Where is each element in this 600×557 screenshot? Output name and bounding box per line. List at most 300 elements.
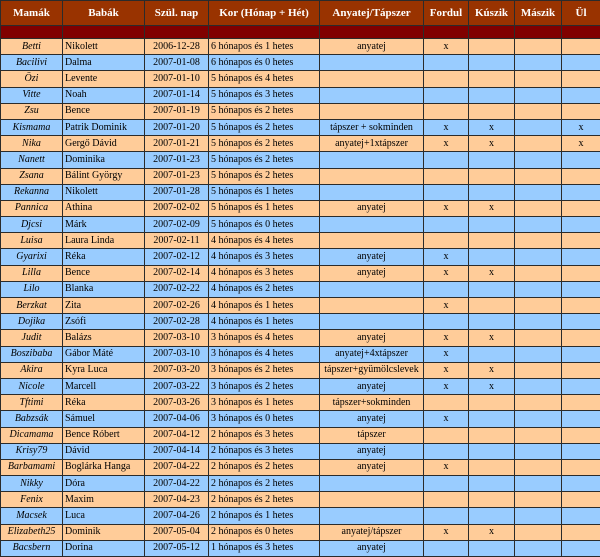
- mother-name-cell: Lilo: [1, 281, 63, 297]
- mother-name-cell: Macsek: [1, 508, 63, 524]
- age-cell: 4 hónapos és 1 hetes: [209, 314, 320, 330]
- feeding-cell: anyatej: [320, 411, 424, 427]
- maszik-mark-cell: [515, 87, 562, 103]
- fordul-mark-cell: x: [424, 346, 469, 362]
- maszik-mark-cell: [515, 168, 562, 184]
- age-cell: 3 hónapos és 4 hetes: [209, 346, 320, 362]
- mother-name-cell: Betti: [1, 39, 63, 55]
- fordul-mark-cell: [424, 233, 469, 249]
- fordul-mark-cell: x: [424, 39, 469, 55]
- kuszik-mark-cell: x: [469, 378, 515, 394]
- baby-name-cell: Zsófi: [63, 314, 145, 330]
- kuszik-mark-cell: [469, 476, 515, 492]
- fordul-mark-cell: [424, 427, 469, 443]
- kuszik-mark-cell: [469, 249, 515, 265]
- baby-name-cell: Dorina: [63, 540, 145, 556]
- mother-name-cell: Zsu: [1, 103, 63, 119]
- table-row: [1, 443, 600, 459]
- fordul-mark-cell: x: [424, 298, 469, 314]
- feeding-cell: anyatej: [320, 330, 424, 346]
- table-row: [1, 524, 600, 540]
- kuszik-mark-cell: [469, 103, 515, 119]
- birth-date-cell: 2007-01-19: [145, 103, 209, 119]
- fordul-mark-cell: x: [424, 136, 469, 152]
- table-row: [1, 427, 600, 443]
- table-row: [1, 233, 600, 249]
- fordul-mark-cell: [424, 184, 469, 200]
- ul-mark-cell: [562, 184, 600, 200]
- mother-name-cell: Dojika: [1, 314, 63, 330]
- mother-name-cell: Nikky: [1, 476, 63, 492]
- age-cell: 4 hónapos és 2 hetes: [209, 281, 320, 297]
- kuszik-mark-cell: [469, 395, 515, 411]
- band-cell: [424, 26, 469, 39]
- maszik-mark-cell: [515, 184, 562, 200]
- fordul-mark-cell: [424, 476, 469, 492]
- kuszik-mark-cell: [469, 168, 515, 184]
- mother-name-cell: Gyarixi: [1, 249, 63, 265]
- mother-name-cell: Özi: [1, 71, 63, 87]
- header-kuszik: Kúszik: [469, 1, 515, 26]
- baby-name-cell: Blanka: [63, 281, 145, 297]
- fordul-mark-cell: x: [424, 378, 469, 394]
- mother-name-cell: Rekanna: [1, 184, 63, 200]
- ul-mark-cell: [562, 395, 600, 411]
- baby-name-cell: Marcell: [63, 378, 145, 394]
- maszik-mark-cell: [515, 314, 562, 330]
- kuszik-mark-cell: [469, 492, 515, 508]
- birth-date-cell: 2007-03-22: [145, 378, 209, 394]
- kuszik-mark-cell: x: [469, 330, 515, 346]
- kuszik-mark-cell: x: [469, 119, 515, 135]
- header-kor: Kor (Hónap + Hét): [209, 1, 320, 26]
- mother-name-cell: Tftimi: [1, 395, 63, 411]
- age-cell: 5 hónapos és 3 hetes: [209, 87, 320, 103]
- ul-mark-cell: [562, 524, 600, 540]
- birth-date-cell: 2007-02-26: [145, 298, 209, 314]
- kuszik-mark-cell: [469, 233, 515, 249]
- age-cell: 3 hónapos és 4 hetes: [209, 330, 320, 346]
- kuszik-mark-cell: [469, 217, 515, 233]
- mother-name-cell: Dicamama: [1, 427, 63, 443]
- fordul-mark-cell: x: [424, 330, 469, 346]
- feeding-cell: [320, 508, 424, 524]
- feeding-cell: [320, 298, 424, 314]
- ul-mark-cell: [562, 476, 600, 492]
- feeding-cell: [320, 152, 424, 168]
- feeding-cell: [320, 184, 424, 200]
- header-ul: Ül: [562, 1, 600, 26]
- maszik-mark-cell: [515, 119, 562, 135]
- fordul-mark-cell: [424, 314, 469, 330]
- feeding-cell: tápszer+gyümölcslevek: [320, 362, 424, 378]
- baby-name-cell: Réka: [63, 249, 145, 265]
- age-cell: 2 hónapos és 1 hetes: [209, 508, 320, 524]
- ul-mark-cell: [562, 233, 600, 249]
- table-row: [1, 346, 600, 362]
- table-row: [1, 55, 600, 71]
- kuszik-mark-cell: [469, 152, 515, 168]
- table-row: [1, 217, 600, 233]
- birth-date-cell: 2007-03-26: [145, 395, 209, 411]
- ul-mark-cell: [562, 71, 600, 87]
- age-cell: 2 hónapos és 3 hetes: [209, 443, 320, 459]
- table-row: [1, 119, 600, 135]
- feeding-cell: tápszer+sokminden: [320, 395, 424, 411]
- mother-name-cell: Elizabeth25: [1, 524, 63, 540]
- table-row: [1, 540, 600, 556]
- fordul-mark-cell: x: [424, 265, 469, 281]
- fordul-mark-cell: [424, 492, 469, 508]
- mother-name-cell: Nicole: [1, 378, 63, 394]
- table-row: [1, 459, 600, 475]
- fordul-mark-cell: x: [424, 524, 469, 540]
- feeding-cell: [320, 281, 424, 297]
- maszik-mark-cell: [515, 476, 562, 492]
- feeding-cell: anyatej: [320, 249, 424, 265]
- birth-date-cell: 2007-02-28: [145, 314, 209, 330]
- fordul-mark-cell: [424, 168, 469, 184]
- ul-mark-cell: [562, 508, 600, 524]
- table-row: [1, 200, 600, 216]
- baby-name-cell: Márk: [63, 217, 145, 233]
- table-row: [1, 314, 600, 330]
- feeding-cell: tápszer: [320, 427, 424, 443]
- feeding-cell: anyatej: [320, 39, 424, 55]
- header-szul-nap: Szül. nap: [145, 1, 209, 26]
- band-cell: [469, 26, 515, 39]
- fordul-mark-cell: [424, 71, 469, 87]
- age-cell: 5 hónapos és 2 hetes: [209, 119, 320, 135]
- birth-date-cell: 2007-01-10: [145, 71, 209, 87]
- baby-name-cell: Nikolett: [63, 39, 145, 55]
- mother-name-cell: Nanett: [1, 152, 63, 168]
- table-row: [1, 168, 600, 184]
- age-cell: 2 hónapos és 3 hetes: [209, 427, 320, 443]
- birth-date-cell: 2007-02-09: [145, 217, 209, 233]
- header-babak: Babák: [63, 1, 145, 26]
- baby-name-cell: Patrik Dominik: [63, 119, 145, 135]
- baby-name-cell: Bence Róbert: [63, 427, 145, 443]
- fordul-mark-cell: [424, 395, 469, 411]
- age-cell: 3 hónapos és 2 hetes: [209, 362, 320, 378]
- kuszik-mark-cell: [469, 540, 515, 556]
- baby-name-cell: Dávid: [63, 443, 145, 459]
- maszik-mark-cell: [515, 200, 562, 216]
- baby-name-cell: Athina: [63, 200, 145, 216]
- ul-mark-cell: [562, 330, 600, 346]
- kuszik-mark-cell: [469, 87, 515, 103]
- fordul-mark-cell: [424, 55, 469, 71]
- birth-date-cell: 2007-03-10: [145, 346, 209, 362]
- ul-mark-cell: [562, 459, 600, 475]
- table-row: [1, 39, 600, 55]
- table-row: [1, 492, 600, 508]
- fordul-mark-cell: [424, 540, 469, 556]
- birth-date-cell: 2007-02-12: [145, 249, 209, 265]
- table-row: [1, 281, 600, 297]
- table-row: [1, 411, 600, 427]
- maszik-mark-cell: [515, 443, 562, 459]
- age-cell: 4 hónapos és 3 hetes: [209, 265, 320, 281]
- kuszik-mark-cell: x: [469, 136, 515, 152]
- maszik-mark-cell: [515, 346, 562, 362]
- table-row: [1, 330, 600, 346]
- table-row: [1, 378, 600, 394]
- mother-name-cell: Vitte: [1, 87, 63, 103]
- ul-mark-cell: [562, 87, 600, 103]
- birth-date-cell: 2007-01-08: [145, 55, 209, 71]
- maszik-mark-cell: [515, 39, 562, 55]
- header-row: [1, 1, 600, 26]
- birth-date-cell: 2007-02-11: [145, 233, 209, 249]
- kuszik-mark-cell: [469, 184, 515, 200]
- mother-name-cell: Kismama: [1, 119, 63, 135]
- maszik-mark-cell: [515, 540, 562, 556]
- maszik-mark-cell: [515, 524, 562, 540]
- table-row: [1, 476, 600, 492]
- birth-date-cell: 2007-01-23: [145, 168, 209, 184]
- mother-name-cell: Fenix: [1, 492, 63, 508]
- maszik-mark-cell: [515, 249, 562, 265]
- table-row: [1, 71, 600, 87]
- band-cell: [209, 26, 320, 39]
- baby-name-cell: Nikolett: [63, 184, 145, 200]
- maszik-mark-cell: [515, 298, 562, 314]
- feeding-cell: [320, 233, 424, 249]
- ul-mark-cell: [562, 314, 600, 330]
- maszik-mark-cell: [515, 411, 562, 427]
- birth-date-cell: 2007-03-10: [145, 330, 209, 346]
- fordul-mark-cell: x: [424, 459, 469, 475]
- birth-date-cell: 2007-01-28: [145, 184, 209, 200]
- kuszik-mark-cell: x: [469, 524, 515, 540]
- fordul-mark-cell: [424, 87, 469, 103]
- baby-name-cell: Kyra Luca: [63, 362, 145, 378]
- table-row: [1, 362, 600, 378]
- header-maszik: Mászik: [515, 1, 562, 26]
- mother-name-cell: Nika: [1, 136, 63, 152]
- maszik-mark-cell: [515, 330, 562, 346]
- birth-date-cell: 2007-01-21: [145, 136, 209, 152]
- birth-date-cell: 2007-04-14: [145, 443, 209, 459]
- baby-name-cell: Maxim: [63, 492, 145, 508]
- ul-mark-cell: [562, 346, 600, 362]
- feeding-cell: [320, 217, 424, 233]
- age-cell: 3 hónapos és 2 hetes: [209, 378, 320, 394]
- baby-name-cell: Luca: [63, 508, 145, 524]
- maszik-mark-cell: [515, 395, 562, 411]
- table-row: [1, 395, 600, 411]
- table-row: [1, 508, 600, 524]
- fordul-mark-cell: [424, 217, 469, 233]
- feeding-cell: anyatej: [320, 378, 424, 394]
- fordul-mark-cell: x: [424, 362, 469, 378]
- table-row: [1, 103, 600, 119]
- age-cell: 4 hónapos és 1 hetes: [209, 298, 320, 314]
- band-cell: [145, 26, 209, 39]
- birth-date-cell: 2007-01-20: [145, 119, 209, 135]
- feeding-cell: [320, 71, 424, 87]
- birth-date-cell: 2007-03-20: [145, 362, 209, 378]
- maszik-mark-cell: [515, 378, 562, 394]
- feeding-cell: anyatej: [320, 540, 424, 556]
- ul-mark-cell: [562, 200, 600, 216]
- feeding-cell: [320, 168, 424, 184]
- age-cell: 5 hónapos és 1 hetes: [209, 200, 320, 216]
- feeding-cell: [320, 492, 424, 508]
- fordul-mark-cell: [424, 508, 469, 524]
- kuszik-mark-cell: [469, 427, 515, 443]
- ul-mark-cell: [562, 168, 600, 184]
- kuszik-mark-cell: [469, 411, 515, 427]
- maszik-mark-cell: [515, 281, 562, 297]
- mother-name-cell: Pannica: [1, 200, 63, 216]
- feeding-cell: anyatej/tápszer: [320, 524, 424, 540]
- table-row: [1, 152, 600, 168]
- ul-mark-cell: [562, 281, 600, 297]
- fordul-mark-cell: [424, 281, 469, 297]
- kuszik-mark-cell: x: [469, 362, 515, 378]
- baby-name-cell: Laura Linda: [63, 233, 145, 249]
- ul-mark-cell: x: [562, 136, 600, 152]
- fordul-mark-cell: x: [424, 249, 469, 265]
- age-cell: 5 hónapos és 0 hetes: [209, 217, 320, 233]
- baby-name-cell: Dóra: [63, 476, 145, 492]
- ul-mark-cell: [562, 362, 600, 378]
- age-cell: 1 hónapos és 3 hetes: [209, 540, 320, 556]
- ul-mark-cell: [562, 411, 600, 427]
- mother-name-cell: Bacsbern: [1, 540, 63, 556]
- band-cell: [562, 26, 600, 39]
- birth-date-cell: 2007-04-26: [145, 508, 209, 524]
- kuszik-mark-cell: [469, 281, 515, 297]
- kuszik-mark-cell: [469, 55, 515, 71]
- birth-date-cell: 2007-01-14: [145, 87, 209, 103]
- birth-date-cell: 2007-04-06: [145, 411, 209, 427]
- mother-name-cell: Boszibaba: [1, 346, 63, 362]
- mother-name-cell: Akira: [1, 362, 63, 378]
- age-cell: 4 hónapos és 4 hetes: [209, 233, 320, 249]
- ul-mark-cell: x: [562, 119, 600, 135]
- maszik-mark-cell: [515, 233, 562, 249]
- fordul-mark-cell: x: [424, 200, 469, 216]
- maszik-mark-cell: [515, 508, 562, 524]
- baby-name-cell: Réka: [63, 395, 145, 411]
- kuszik-mark-cell: [469, 298, 515, 314]
- ul-mark-cell: [562, 492, 600, 508]
- table-row: [1, 87, 600, 103]
- feeding-cell: anyatej+1xtápszer: [320, 136, 424, 152]
- maszik-mark-cell: [515, 492, 562, 508]
- maszik-mark-cell: [515, 152, 562, 168]
- feeding-cell: anyatej: [320, 200, 424, 216]
- birth-date-cell: 2007-02-22: [145, 281, 209, 297]
- age-cell: 5 hónapos és 1 hetes: [209, 184, 320, 200]
- table-row: [1, 184, 600, 200]
- baby-name-cell: Gergő Dávid: [63, 136, 145, 152]
- kuszik-mark-cell: [469, 443, 515, 459]
- band-cell: [1, 26, 63, 39]
- baby-name-cell: Boglárka Hanga: [63, 459, 145, 475]
- maszik-mark-cell: [515, 71, 562, 87]
- birth-date-cell: 2007-04-23: [145, 492, 209, 508]
- mother-name-cell: Berzkat: [1, 298, 63, 314]
- ul-mark-cell: [562, 103, 600, 119]
- age-cell: 5 hónapos és 2 hetes: [209, 168, 320, 184]
- baby-name-cell: Bence: [63, 103, 145, 119]
- feeding-cell: [320, 476, 424, 492]
- table-row: [1, 265, 600, 281]
- fordul-mark-cell: x: [424, 119, 469, 135]
- age-cell: 3 hónapos és 0 hetes: [209, 411, 320, 427]
- header-mamak: Mamák: [1, 1, 63, 26]
- band-cell: [320, 26, 424, 39]
- feeding-cell: [320, 314, 424, 330]
- ul-mark-cell: [562, 427, 600, 443]
- table-row: [1, 249, 600, 265]
- kuszik-mark-cell: x: [469, 265, 515, 281]
- age-cell: 2 hónapos és 2 hetes: [209, 492, 320, 508]
- baby-name-cell: Noah: [63, 87, 145, 103]
- birth-date-cell: 2007-01-23: [145, 152, 209, 168]
- ul-mark-cell: [562, 249, 600, 265]
- maszik-mark-cell: [515, 265, 562, 281]
- ul-mark-cell: [562, 540, 600, 556]
- kuszik-mark-cell: [469, 346, 515, 362]
- birth-date-cell: 2006-12-28: [145, 39, 209, 55]
- kuszik-mark-cell: [469, 508, 515, 524]
- feeding-cell: anyatej+4xtápszer: [320, 346, 424, 362]
- mother-name-cell: Zsana: [1, 168, 63, 184]
- ul-mark-cell: [562, 378, 600, 394]
- feeding-cell: anyatej: [320, 265, 424, 281]
- birth-date-cell: 2007-02-02: [145, 200, 209, 216]
- maszik-mark-cell: [515, 427, 562, 443]
- baby-name-cell: Levente: [63, 71, 145, 87]
- header-anyatej-tapszer: Anyatej/Tápszer: [320, 1, 424, 26]
- baby-name-cell: Bence: [63, 265, 145, 281]
- kuszik-mark-cell: [469, 314, 515, 330]
- baby-name-cell: Zita: [63, 298, 145, 314]
- baby-name-cell: Sámuel: [63, 411, 145, 427]
- mother-name-cell: Bacilivi: [1, 55, 63, 71]
- age-cell: 2 hónapos és 0 hetes: [209, 524, 320, 540]
- mother-name-cell: Djcsi: [1, 217, 63, 233]
- age-cell: 6 hónapos és 1 hetes: [209, 39, 320, 55]
- maszik-mark-cell: [515, 136, 562, 152]
- ul-mark-cell: [562, 443, 600, 459]
- feeding-cell: [320, 87, 424, 103]
- band-cell: [63, 26, 145, 39]
- age-cell: 5 hónapos és 2 hetes: [209, 152, 320, 168]
- feeding-cell: [320, 55, 424, 71]
- baby-name-cell: Gábor Máté: [63, 346, 145, 362]
- table-row: [1, 136, 600, 152]
- header-fordul: Fordul: [424, 1, 469, 26]
- age-cell: 5 hónapos és 2 hetes: [209, 136, 320, 152]
- ul-mark-cell: [562, 265, 600, 281]
- birth-date-cell: 2007-04-12: [145, 427, 209, 443]
- birth-date-cell: 2007-04-22: [145, 459, 209, 475]
- table-row: [1, 298, 600, 314]
- maszik-mark-cell: [515, 55, 562, 71]
- ul-mark-cell: [562, 298, 600, 314]
- fordul-mark-cell: [424, 443, 469, 459]
- feeding-cell: tápszer + sokminden: [320, 119, 424, 135]
- ul-mark-cell: [562, 152, 600, 168]
- mother-name-cell: Barbamami: [1, 459, 63, 475]
